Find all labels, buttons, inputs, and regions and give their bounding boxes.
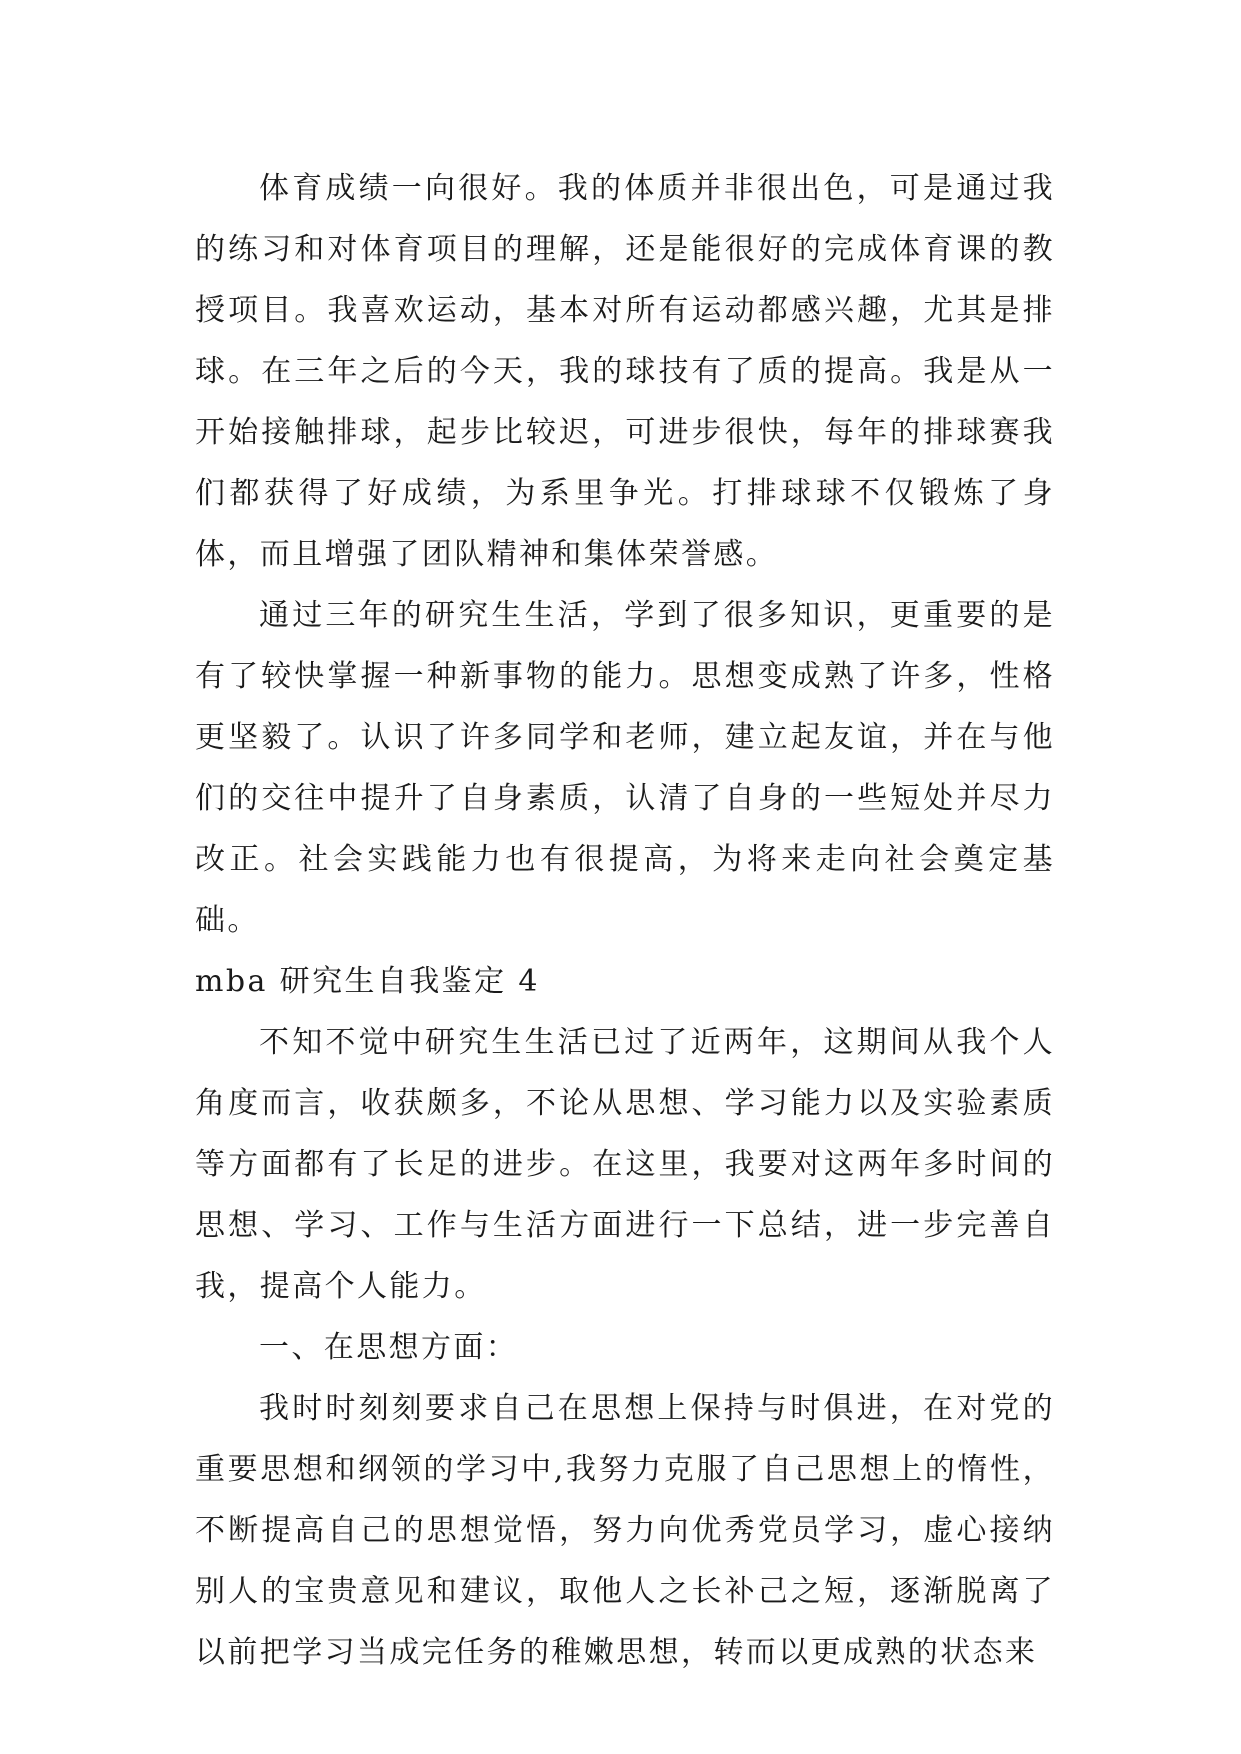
- paragraph-thought: 我时时刻刻要求自己在思想上保持与时俱进，在对党的重要思想和纲领的学习中,我努力克服了自己思想上的惰性，不断提高自己的思想觉悟，努力向优秀党员学习，虚心接纳别人的宝贵意见和建议，取他人之长补己之短，逐渐脱离了以前把学习当成完任务的稚嫩思想，转而以更成熟的状态来: [195, 1391, 1055, 1670]
- subheading-thought: 一、在思想方面：: [259, 1330, 519, 1365]
- paragraph-two-years: 不知不觉中研究生生活已过了近两年，这期间从我个人角度而言，收获颇多，不论从思想、学习能力以及实验素质等方面都有了长足的进步。在这里，我要对这两年多时间的思想、学习、工作与生活方面进行一下总结，进一步完善自我，提高个人能力。: [195, 1025, 1055, 1304]
- document-body: [195, 158, 1055, 1683]
- paragraph-sports: 体育成绩一向很好。我的体质并非很出色，可是通过我的练习和对体育项目的理解，还是能很好的完成体育课的教授项目。我喜欢运动，基本对所有运动都感兴趣，尤其是排球。在三年之后的今天，我的球技有了质的提高。我是从一开始接触排球，起步比较迟，可进步很快，每年的排球赛我们都获得了好成绩，为系里争光。打排球球不仅锻炼了身体，而且增强了团队精神和集体荣誉感。: [195, 171, 1055, 572]
- paragraph-three-years: 通过三年的研究生生活，学到了很多知识，更重要的是有了较快掌握一种新事物的能力。思想变成熟了许多，性格更坚毅了。认识了许多同学和老师，建立起友谊，并在与他们的交往中提升了自身素质，认清了自身的一些短处并尽力改正。社会实践能力也有很提高，为将来走向社会奠定基础。: [195, 598, 1055, 938]
- section-heading: mba 研究生自我鉴定 4: [195, 964, 540, 999]
